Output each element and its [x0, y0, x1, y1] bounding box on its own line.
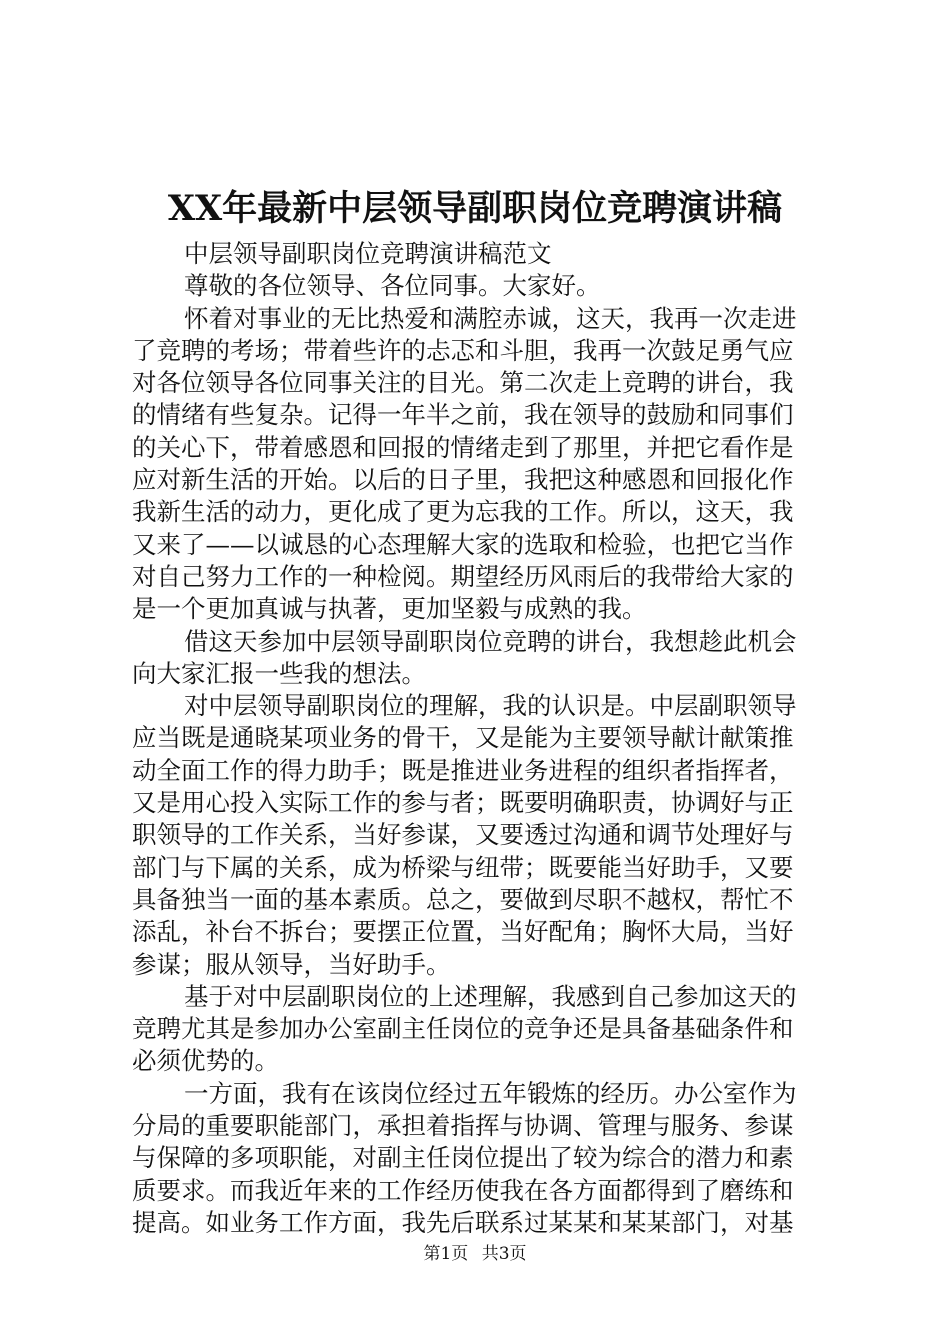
document-title: XX年最新中层领导副职岗位竞聘演讲稿 — [167, 188, 783, 229]
text-line: 必须优势的。 — [132, 1046, 279, 1076]
text-line: 质要求。而我近年来的工作经历使我在各方面都得到了磨练和 — [132, 1175, 794, 1205]
text-line: 添乱，补台不拆台；要摆正位置，当好配角；胸怀大局，当好 — [132, 917, 794, 947]
document-body — [132, 238, 834, 1239]
text-line: 应对新生活的开始。以后的日子里，我把这种感恩和回报化作 — [132, 465, 794, 495]
text-line: 又是用心投入实际工作的参与者；既要明确职责，协调好与正 — [132, 788, 794, 818]
text-line: 的情绪有些复杂。记得一年半之前，我在领导的鼓励和同事们 — [132, 400, 794, 430]
text-line: 的关心下，带着感恩和回报的情绪走到了那里，并把它看作是 — [132, 432, 794, 462]
text-line: 向大家汇报一些我的想法。 — [132, 658, 426, 688]
text-line: 应当既是通晓某项业务的骨干，又是能为主要领导献计献策推 — [132, 723, 794, 753]
text-line: 又来了——以诚恳的心态理解大家的选取和检验，也把它当作 — [132, 529, 794, 559]
text-line: 对中层领导副职岗位的理解，我的认识是。中层副职领导 — [184, 691, 797, 721]
text-line: 具备独当一面的基本素质。总之，要做到尽职不越权，帮忙不 — [132, 884, 794, 914]
text-line: 对自己努力工作的一种检阅。期望经历风雨后的我带给大家的 — [132, 561, 794, 591]
text-line: 我新生活的动力，更化成了更为忘我的工作。所以，这天，我 — [132, 497, 794, 527]
text-line: 与保障的多项职能，对副主任岗位提出了较为综合的潜力和素 — [132, 1143, 794, 1173]
page-total: 共3页 — [481, 1244, 527, 1264]
text-line: 动全面工作的得力助手；既是推进业务进程的组织者指挥者， — [132, 755, 794, 785]
text-line: 了竞聘的考场；带着些许的忐忑和斗胆，我再一次鼓足勇气应 — [132, 335, 794, 365]
text-line: 怀着对事业的无比热爱和满腔赤诚，这天，我再一次走进 — [184, 303, 797, 333]
text-line: 竞聘尤其是参加办公室副主任岗位的竞争还是具备基础条件和 — [132, 1014, 794, 1044]
text-line: 分局的重要职能部门，承担着指挥与协调、管理与服务、参谋 — [132, 1111, 794, 1141]
text-line: 参谋；服从领导，当好助手。 — [132, 949, 451, 979]
text-line: 提高。如业务工作方面，我先后联系过某某和某某部门，对基 — [132, 1207, 794, 1237]
text-line: 是一个更加真诚与执著，更加坚毅与成熟的我。 — [132, 594, 647, 624]
page-footer — [0, 1242, 950, 1266]
text-line: 一方面，我有在该岗位经过五年锻炼的经历。办公室作为 — [184, 1078, 797, 1108]
text-line: 基于对中层副职岗位的上述理解，我感到自己参加这天的 — [184, 981, 797, 1011]
text-line: 借这天参加中层领导副职岗位竞聘的讲台，我想趁此机会 — [184, 626, 797, 656]
text-line: 职领导的工作关系，当好参谋，又要透过沟通和调节处理好与 — [132, 820, 794, 850]
text-line: 部门与下属的关系，成为桥梁与纽带；既要能当好助手，又要 — [132, 852, 794, 882]
text-line: 中层领导副职岗位竞聘演讲稿范文 — [184, 239, 552, 268]
text-line: 尊敬的各位领导、各位同事。大家好。 — [184, 271, 601, 301]
page-number: 第1页 — [423, 1244, 469, 1264]
text-line: 对各位领导各位同事关注的目光。第二次走上竞聘的讲台，我 — [132, 368, 794, 398]
